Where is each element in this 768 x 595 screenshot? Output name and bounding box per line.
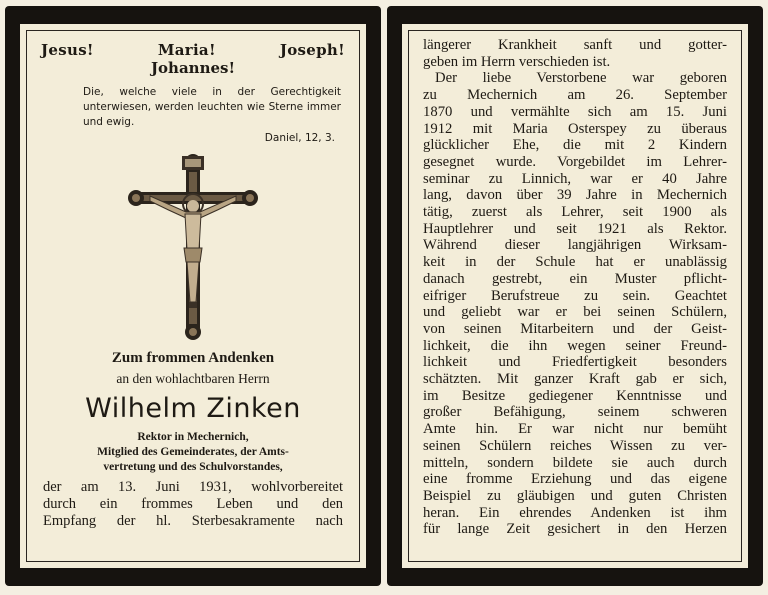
biography-line: danach gestrebt, ein Muster pflicht- [423,270,727,287]
biography-line: lichkeit und Friedfertigkeit besonders [423,354,727,371]
biography-line: eine fromme Erziehung und das eigene [423,471,727,488]
biography-line: lang, davon über 39 Jahre in Mechernich [423,187,727,204]
biography-line: von seinen Mitarbeitern und der Geist- [423,320,727,337]
biography-line: Der liebe Verstorbene war geboren [435,70,727,87]
saint-johannes: Johannes! [150,59,236,77]
biography-text [409,31,741,538]
right-card [387,6,763,586]
left-frame [26,30,360,562]
right-frame [408,30,742,562]
death-line: Empfang der hl. Sterbesakramente nach [43,513,343,529]
left-page [20,24,366,568]
biography-line: geben im Herrn verschieden ist. [423,53,611,70]
biography-line: im Besitze gediegener Kenntnisse und [423,387,727,404]
biography-line: gesegnet wurde. Vorgebildet im Lehrer- [423,153,727,170]
honor-line: an den wohlachtbaren Herrn [116,371,270,386]
biography-line: eifriger Berufstreue zu sein. Geachtet [423,287,727,304]
saints-row [27,31,359,59]
death-notice [43,479,343,530]
death-line: durch ein frommes Leben und den [43,496,343,512]
biography-line: Beispiel zu gläubigen und guten Christen [423,487,727,504]
crucifix-image [27,152,359,342]
biography-line: großer Befähigung, seinem schweren [423,404,727,421]
death-line: der am 13. Juni 1931, wohlvorbereitet [43,479,343,495]
biography-line: seminar zu Linnich, war er 40 Jahre [423,170,727,187]
role-line: vertretung und des Schulvorstandes, [103,461,283,473]
bible-verse: Die, welche viele in der Gerechtigkeit unterwiesen, werden leuchten wie Sterne immer und ewig. [83,86,341,128]
verse-reference: Daniel, 12, 3. [264,132,335,144]
biography-line: zu Mechernich am 26. September [423,87,727,104]
biography-line: 1912 mit Maria Osterspey zu überaus [423,120,727,137]
left-card [5,6,381,586]
deceased-name: Wilhelm Zinken [85,393,301,424]
biography-line: und geliebt war er bei seinen Schülern, [423,304,727,321]
biography-line: schätzten. Mit ganzer Kraft gab er sich, [423,371,727,388]
right-page [402,24,748,568]
saint-jesus: Jesus! [41,41,94,59]
role-line: Mitglied des Gemeinderates, der Amts- [97,446,289,458]
biography-line: lichkeit, die ihn wegen seiner Freund- [423,337,727,354]
saint-joseph: Joseph! [279,41,345,59]
biography-line: Amte hin. Er war nicht nur bemüht [423,421,727,438]
biography-line: seinen Schülern reiches Wissen zu ver- [423,437,727,454]
memorial-title: Zum frommen Andenken [111,350,275,366]
biography-line: heran. Ein ehrendes Andenken ist ihm [423,504,727,521]
role-line: Rektor in Mechernich, [137,431,249,443]
biography-line: für lange Zeit gesichert in den Herzen [423,521,727,538]
crucifix-icon [128,152,258,342]
biography-line: glücklicher Ehe, die mit 2 Kindern [423,137,727,154]
biography-line: mitteln, sondern bildete sie auch durch [423,454,727,471]
biography-line: längerer Krankheit sanft und gotter- [423,37,727,53]
biography-line: Während dieser langjährigen Wirksam- [423,237,727,254]
biography-line: 1870 und vermählte sich am 15. Juni [423,103,727,120]
biography-line: Hauptlehrer und seit 1921 als Rektor. [423,220,727,237]
role-block [27,430,359,475]
biography-line: keit in der Schule hat er unablässig [423,254,727,271]
biography-line: tätig, zuerst als Lehrer, seit 1900 als [423,204,727,221]
saint-maria: Maria! [157,41,216,59]
